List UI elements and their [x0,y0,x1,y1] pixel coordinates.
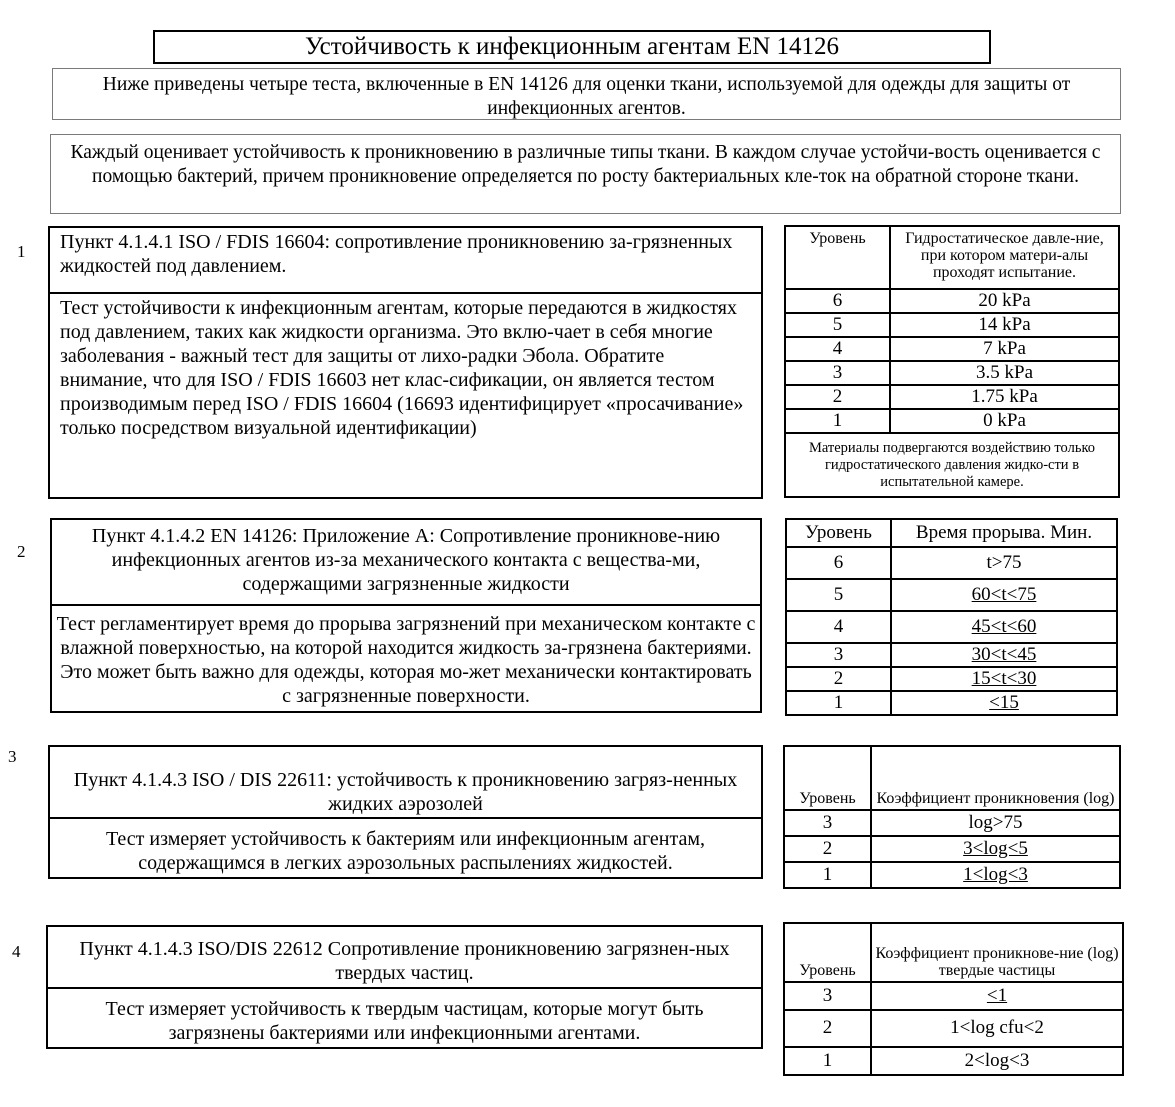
table-row-level: 1 [784,1047,871,1075]
section-3-heading: Пункт 4.1.4.3 ISO / DIS 22611: устойчивость к проникновению загряз-ненных жидких аэрозолей [48,745,763,819]
section-2-level-table [785,518,1118,716]
table-row-level: 5 [786,579,891,611]
section-4-description: Тест измеряет устойчивость к твердым частицам, которые могут быть загрязнены бактериями или инфекционными агентами. [46,987,763,1049]
section-2-number: 2 [17,542,26,561]
section-2-description: Тест регламентирует время до прорыва загрязнений при механическом контакте с влажной поверхностью, на которой находится жидкость за-грязнена бактериями. Это может быть важно для одежды, которая мо-жет механически контактировать с загрязненные поверхности. [50,604,762,713]
section-3-level-table [783,745,1121,889]
table-row-value: <15 [891,691,1117,715]
table-row-value: 60<t<75 [891,579,1117,611]
table-row-level: 1 [786,691,891,715]
intro-paragraph-2: Каждый оценивает устойчивость к проникновению в различные типы ткани. В каждом случае устойчи-вость оценивается с помощью бактерий, причем проникновение определяется по росту бактериальных кле-ток на обратной стороне ткани. [50,134,1121,214]
table-row-value: log>75 [871,810,1120,836]
table-row-value: <1 [871,982,1123,1010]
section-4-number: 4 [12,942,21,961]
section-1-number: 1 [17,242,26,261]
table-row-level: 1 [785,409,890,433]
table-row-value: 1<log cfu<2 [871,1010,1123,1046]
page-title: Устойчивость к инфекционным агентам EN 14126 [153,30,991,64]
table-row-level: 6 [785,289,890,313]
section-1-level-table [784,225,1120,498]
table-row-level: 3 [784,982,871,1010]
table-header-level: Уровень [785,226,890,289]
table-row-value: 0 kPa [890,409,1119,433]
section-4-heading: Пункт 4.1.4.3 ISO/DIS 22612 Сопротивление проникновению загрязнен-ных твердых частиц. [46,925,763,989]
table-row-level: 2 [784,836,871,862]
table-row-value: 3<log<5 [871,836,1120,862]
section-4-level-table [783,922,1124,1076]
table-row-level: 2 [785,385,890,409]
section-2-heading: Пункт 4.1.4.2 EN 14126: Приложение А: Сопротивление проникнове-нию инфекционных агентов из-за механического контакта с вещества-ми, содержащими загрязненные жидкости [50,518,762,606]
table-row-value: 15<t<30 [891,667,1117,691]
table-row-level: 4 [786,611,891,643]
table-row-level: 1 [784,862,871,888]
section-3-description: Тест измеряет устойчивость к бактериям или инфекционным агентам, содержащимся в легких аэрозольных распылениях жидкостей. [48,817,763,879]
table-header-breakthrough-time: Время прорыва. Мин. [891,519,1117,547]
table-row-value: 7 kPa [890,337,1119,361]
table-row-level: 2 [784,1010,871,1046]
table-row-level: 5 [785,313,890,337]
table-row-level: 3 [785,361,890,385]
table-header-level: Уровень [786,519,891,547]
section-1-description: Тест устойчивости к инфекционным агентам, которые передаются в жидкостях под давлением, таких как жидкости организма. Это вклю-чает в себя многие заболевания - важный тест для защиты от лихо-радки Эбола. Обратите внимание, что для ISO / FDIS 16603 нет клас-сификации, он является тестом производимым перед ISO / FDIS 16604 (16693 идентифицирует «просачивание» только посредством визуальной идентификации) [48,292,763,499]
table-header-particle-penetration: Коэффициент проникнове-ние (log) твердые частицы [871,923,1123,982]
table-row-level: 6 [786,547,891,579]
table-row-level: 4 [785,337,890,361]
table-row-value: 1<log<3 [871,862,1120,888]
table-header-level: Уровень [784,923,871,982]
table-row-value: 20 kPa [890,289,1119,313]
table-row-value: 14 kPa [890,313,1119,337]
table-row-level: 3 [784,810,871,836]
table-row-value: 3.5 kPa [890,361,1119,385]
table-header-pressure: Гидростатическое давле-ние, при котором матери-алы проходят испытание. [890,226,1119,289]
table-header-penetration: Коэффициент проникновения (log) [871,746,1120,810]
table-row-value: 30<t<45 [891,643,1117,667]
table-note: Материалы подвергаются воздействию только гидростатического давления жидко-сти в испытательной камере. [785,433,1119,497]
table-row-value: 45<t<60 [891,611,1117,643]
table-row-value: t>75 [891,547,1117,579]
table-header-level: Уровень [784,746,871,810]
section-3-number: 3 [8,747,17,766]
table-row-level: 3 [786,643,891,667]
table-row-level: 2 [786,667,891,691]
intro-paragraph-1: Ниже приведены четыре теста, включенные в EN 14126 для оценки ткани, используемой для одежды для защиты от инфекционных агентов. [52,68,1121,120]
table-row-value: 2<log<3 [871,1047,1123,1075]
table-row-value: 1.75 kPa [890,385,1119,409]
section-1-heading: Пункт 4.1.4.1 ISO / FDIS 16604: сопротивление проникновению за-грязненных жидкостей под давлением. [48,226,763,294]
